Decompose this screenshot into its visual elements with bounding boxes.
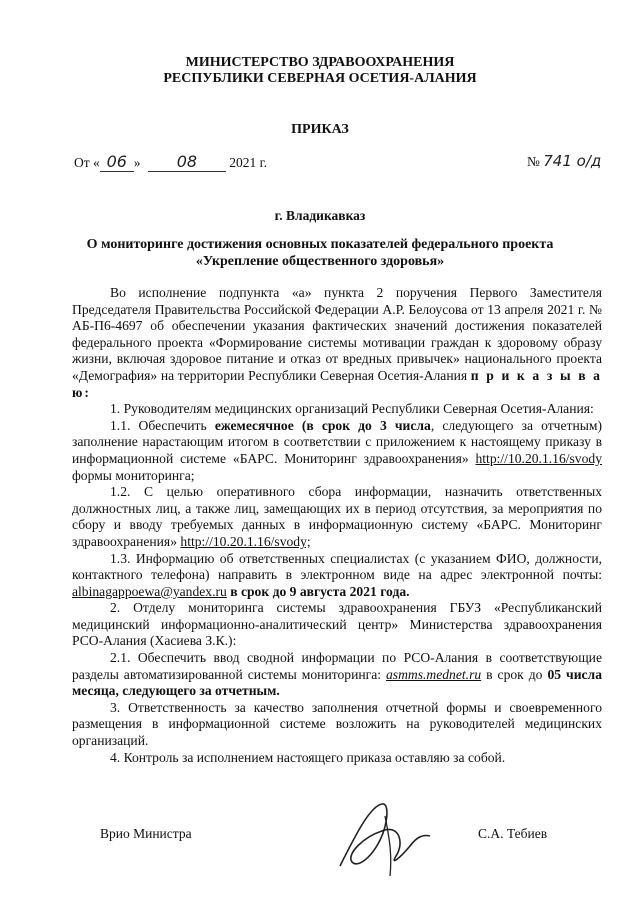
order-body xyxy=(72,285,602,766)
intro-order-word: п р и к а з ы в а ю: xyxy=(72,367,602,400)
intro-paragraph xyxy=(72,285,602,401)
ministry-header xyxy=(0,55,640,87)
paragraph-2-1 xyxy=(72,650,602,700)
p1-1-text-c: формы мониторинга; xyxy=(72,467,195,483)
p2-1-text-a: 2.1. Обеспечить ввод сводной информации по РСО-Алания в соответствующие разделы автоматизированной системы мониторинга: xyxy=(72,650,602,682)
paragraph-2: 2. Отделу мониторинга системы здравоохранения ГБУЗ «Республиканский медицинский информационно-аналитический центр» Министерства здравоохранения РСО-Алания (Хасиева З.К.): xyxy=(72,600,602,649)
order-subject xyxy=(0,236,640,270)
p1-2-link[interactable]: http://10.20.1.16/svody; xyxy=(180,533,311,549)
paragraph-4: 4. Контроль за исполнением настоящего приказа оставляю за собой. xyxy=(110,749,506,765)
p1-2-text: 1.2. С целью оперативного сбора информации, назначить ответственных должностных лиц, а также лиц, замещающих их в период отсутствия, за мероприятия по сбору и вводу требуемых данных в информационную систему «БАРС. Мониторинг здравоохранения» xyxy=(72,484,602,549)
ministry-line-2: РЕСПУБЛИКИ СЕВЕРНАЯ ОСЕТИЯ-АЛАНИЯ xyxy=(163,71,477,86)
ministry-line-1: МИНИСТЕРСТВО ЗДРАВООХРАНЕНИЯ xyxy=(185,55,455,70)
subject-line-1: О мониторинге достижения основных показателей федерального проекта xyxy=(86,237,554,252)
intro-text: Во исполнение подпункта «а» пункта 2 поручения Первого Заместителя Председателя Правительства Российской Федерации А.Р. Белоусова от 13 апреля 2021 г. № АБ-П6-4697 об обеспечении указания фактических значений достижения показателей федерального проекта «Формирование системы мотивации граждан к здоровому образу жизни, включая здоровое питание и отказ от вредных привычек» национального проекта «Демография» на территории Республики Северная Осетия-Алания xyxy=(72,285,602,383)
order-title: ПРИКАЗ xyxy=(291,122,349,137)
date-year: 2021 г. xyxy=(229,155,268,170)
date-prefix: От « xyxy=(74,155,100,170)
city-name: г. Владикавказ xyxy=(274,208,366,223)
p1-3-email-link[interactable]: albinagappoewa@yandex.ru xyxy=(72,583,227,599)
p1-1-bold: ежемесячное (в срок до 3 числа xyxy=(214,417,431,433)
number-prefix: № xyxy=(527,154,540,169)
order-date xyxy=(74,152,267,172)
p1-1-link[interactable]: http://10.20.1.16/svody xyxy=(475,450,602,466)
subject-line-2: «Укрепление общественного здоровья» xyxy=(195,254,445,269)
number-value: 741 о/д xyxy=(543,152,602,170)
date-month: 08 xyxy=(148,152,226,172)
paragraph-3: 3. Ответственность за качество заполнения отчетной формы и своевременного размещения в информационной системе возложить на руководителей медицинских организаций. xyxy=(72,699,602,749)
p1-1-text-a: 1.1. Обеспечить xyxy=(110,417,215,433)
paragraph-1-3 xyxy=(72,551,602,601)
signatory-name: С.А. Тебиев xyxy=(478,826,548,841)
p1-3-end: . xyxy=(406,583,410,599)
p2-1-link[interactable]: asmms.mednet.ru xyxy=(386,666,482,682)
date-day: 06 xyxy=(100,152,134,172)
date-mid: » xyxy=(133,155,141,170)
p2-1-text-b: в срок до xyxy=(481,666,548,682)
p1-3-text: 1.3. Информацию об ответственных специалистах (с указанием ФИО, должности, контактного телефона) направить в электронном виде на адрес электронной почты: xyxy=(72,550,602,583)
handwritten-signature xyxy=(330,796,440,881)
order-number xyxy=(527,152,601,170)
p2-1-deadline: 05 числа месяца, следующего за отчетным. xyxy=(72,666,602,699)
signatory-position: Врио Министра xyxy=(100,826,192,841)
p1-1-text-b: , следующего за отчетным) заполнение нарастающим итогом в соответствии с приложением к настоящему приказу в информационной системе «БАРС. Мониторинг здравоохранения» xyxy=(72,417,602,466)
paragraph-1-1 xyxy=(72,418,602,484)
p1-3-deadline: в срок до 9 августа 2021 года xyxy=(226,583,407,599)
paragraph-1-2 xyxy=(72,484,602,550)
paragraph-1: 1. Руководителям медицинских организаций Республики Северная Осетия-Алания: xyxy=(110,401,594,417)
